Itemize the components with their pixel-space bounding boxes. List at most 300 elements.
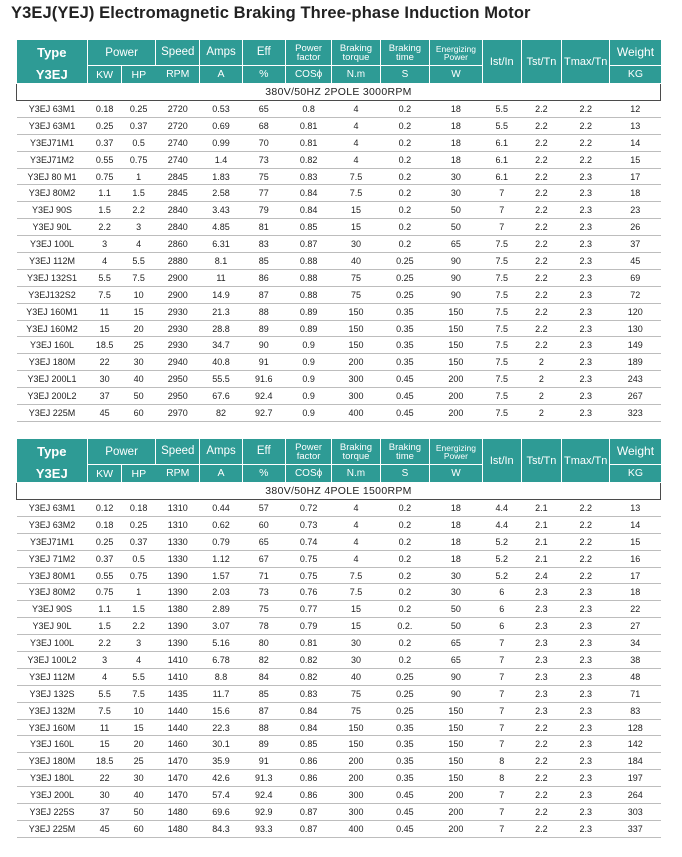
ist-in-cell: 5.5 — [482, 117, 521, 134]
amps-cell: 0.53 — [200, 101, 242, 118]
ist-in-cell: 6 — [482, 601, 521, 618]
speed-cell: 1390 — [156, 567, 200, 584]
amps-cell: 0.79 — [200, 533, 242, 550]
table-row — [17, 567, 661, 584]
eff-cell: 85 — [242, 253, 285, 270]
tmax-tn-cell: 2.3 — [562, 719, 610, 736]
bt-label-1: Braking — [339, 42, 373, 54]
table-row — [17, 533, 661, 550]
weight-cell: 337 — [610, 820, 661, 837]
braking-torque-cell: 150 — [332, 337, 380, 354]
ist-in-cell: 7 — [482, 719, 521, 736]
speed-cell: 1435 — [156, 685, 200, 702]
ist-header: Ist/In — [482, 40, 521, 84]
ist-in-cell: 7.5 — [482, 371, 521, 388]
ist-in-cell: 6 — [482, 584, 521, 601]
ist-in-cell: 7 — [482, 804, 521, 821]
hp-header: HP — [122, 66, 156, 84]
table-row — [17, 202, 661, 219]
ist-in-cell: 7.5 — [482, 303, 521, 320]
tmax-tn-cell: 2.3 — [562, 253, 610, 270]
power-kw-cell: 0.25 — [88, 533, 122, 550]
braking-time-cell: 0.45 — [380, 804, 429, 821]
amps-label: Amps — [206, 445, 236, 457]
tmax-tn-cell: 2.3 — [562, 185, 610, 202]
speed-cell: 2950 — [156, 388, 200, 405]
braking-time-cell: 0.2 — [380, 134, 429, 151]
power-kw-cell: 2.2 — [88, 219, 122, 236]
tst-tn-cell: 2.2 — [521, 736, 561, 753]
ist-in-cell: 7.5 — [482, 253, 521, 270]
power-kw-cell: 1.1 — [88, 601, 122, 618]
table-row — [17, 618, 661, 635]
power-hp-cell: 25 — [122, 753, 156, 770]
model-cell: Y3EJ 80 M1 — [17, 168, 88, 185]
energizing-power-cell: 30 — [430, 567, 483, 584]
bti-label-1: Braking — [388, 42, 422, 54]
tmax-tn-cell: 2.3 — [562, 202, 610, 219]
table-row — [17, 236, 661, 253]
amps-header — [200, 40, 242, 84]
model-cell: Y3EJ 132S — [17, 685, 88, 702]
table-row — [17, 668, 661, 685]
braking-time-cell: 0.35 — [380, 354, 429, 371]
table-row — [17, 500, 661, 517]
power-factor-cell: 0.88 — [285, 253, 331, 270]
table-row — [17, 635, 661, 652]
eff-cell: 73 — [242, 584, 285, 601]
amps-cell: 1.83 — [200, 168, 242, 185]
power-hp-cell: 20 — [122, 736, 156, 753]
energizing-power-cell: 150 — [430, 753, 483, 770]
energizing-power-cell: 200 — [430, 405, 483, 422]
hp-header: HP — [122, 465, 156, 483]
ist-in-cell: 5.2 — [482, 533, 521, 550]
speed-cell: 2845 — [156, 168, 200, 185]
tst-tn-cell: 2.2 — [521, 320, 561, 337]
speed-unit: RPM — [156, 65, 199, 83]
braking-torque-cell: 75 — [332, 286, 380, 303]
power-hp-cell: 40 — [122, 371, 156, 388]
power-hp-cell: 4 — [122, 236, 156, 253]
eff-cell: 89 — [242, 736, 285, 753]
power-factor-cell: 0.88 — [285, 286, 331, 303]
braking-torque-cell: 75 — [332, 269, 380, 286]
model-cell: Y3EJ 160L — [17, 736, 88, 753]
eff-cell: 79 — [242, 202, 285, 219]
speed-cell: 2930 — [156, 337, 200, 354]
tst-tn-cell: 2.2 — [521, 787, 561, 804]
braking-torque-cell: 150 — [332, 719, 380, 736]
braking-torque-cell: 75 — [332, 702, 380, 719]
tmax-tn-cell: 2.2 — [562, 500, 610, 517]
speed-cell: 1440 — [156, 719, 200, 736]
power-hp-cell: 7.5 — [122, 269, 156, 286]
braking-time-header — [380, 40, 429, 84]
braking-torque-cell: 4 — [332, 550, 380, 567]
model-cell: Y3EJ 180M — [17, 354, 88, 371]
power-kw-cell: 3 — [88, 236, 122, 253]
power-hp-cell: 0.5 — [122, 550, 156, 567]
eff-cell: 88 — [242, 719, 285, 736]
power-kw-cell: 18.5 — [88, 337, 122, 354]
model-cell: Y3EJ132S2 — [17, 286, 88, 303]
power-hp-cell: 60 — [122, 405, 156, 422]
table-row — [17, 601, 661, 618]
power-kw-cell: 5.5 — [88, 685, 122, 702]
weight-cell: 303 — [610, 804, 661, 821]
weight-cell: 26 — [610, 219, 661, 236]
weight-cell: 128 — [610, 719, 661, 736]
weight-cell: 142 — [610, 736, 661, 753]
model-cell: Y3EJ 63M1 — [17, 500, 88, 517]
eff-cell: 77 — [242, 185, 285, 202]
bti-unit: S — [381, 65, 429, 83]
energizing-power-cell: 200 — [430, 787, 483, 804]
power-factor-header — [285, 439, 331, 483]
speed-cell: 1310 — [156, 516, 200, 533]
section-row — [17, 84, 661, 101]
amps-cell: 21.3 — [200, 303, 242, 320]
power-factor-cell: 0.82 — [285, 652, 331, 669]
tmax-header: Tmax/Tn — [562, 439, 610, 483]
tst-tn-cell: 2.1 — [521, 533, 561, 550]
energizing-power-cell: 18 — [430, 533, 483, 550]
eff-label: Eff — [256, 46, 271, 58]
power-kw-cell: 0.25 — [88, 117, 122, 134]
power-factor-cell: 0.85 — [285, 736, 331, 753]
table-row — [17, 117, 661, 134]
power-factor-cell: 0.83 — [285, 168, 331, 185]
tmax-tn-cell: 2.3 — [562, 584, 610, 601]
table-row — [17, 371, 661, 388]
tst-header: Tst/Tn — [521, 439, 561, 483]
tst-tn-cell: 2.2 — [521, 236, 561, 253]
ist-in-cell: 5.2 — [482, 550, 521, 567]
weight-cell: 13 — [610, 117, 661, 134]
power-factor-cell: 0.73 — [285, 516, 331, 533]
eff-cell: 81 — [242, 219, 285, 236]
model-cell: Y3EJ71M1 — [17, 533, 88, 550]
weight-cell: 18 — [610, 185, 661, 202]
model-cell: Y3EJ 180M — [17, 753, 88, 770]
tmax-tn-cell: 2.3 — [562, 286, 610, 303]
power-hp-cell: 3 — [122, 635, 156, 652]
table-row — [17, 787, 661, 804]
energizing-power-cell: 150 — [430, 736, 483, 753]
power-hp-cell: 0.18 — [122, 500, 156, 517]
model-header: Y3EJ — [17, 465, 88, 483]
tst-tn-cell: 2.2 — [521, 117, 561, 134]
eff-cell: 92.7 — [242, 405, 285, 422]
table-row — [17, 550, 661, 567]
braking-time-cell: 0.2 — [380, 151, 429, 168]
speed-label: Speed — [161, 445, 195, 457]
braking-time-cell: 0.45 — [380, 388, 429, 405]
model-cell: Y3EJ 180L — [17, 770, 88, 787]
tmax-tn-cell: 2.3 — [562, 804, 610, 821]
power-hp-cell: 15 — [122, 719, 156, 736]
eff-cell: 92.4 — [242, 787, 285, 804]
model-cell: Y3EJ 160L — [17, 337, 88, 354]
tst-tn-cell: 2.2 — [521, 303, 561, 320]
model-cell: Y3EJ71M1 — [17, 134, 88, 151]
braking-torque-cell: 400 — [332, 820, 380, 837]
power-factor-cell: 0.84 — [285, 719, 331, 736]
table-row — [17, 652, 661, 669]
power-kw-cell: 4 — [88, 253, 122, 270]
ist-in-cell: 7.5 — [482, 236, 521, 253]
eff-cell: 65 — [242, 101, 285, 118]
braking-time-cell: 0.2. — [380, 618, 429, 635]
energizing-power-cell: 90 — [430, 685, 483, 702]
tst-tn-cell: 2.2 — [521, 770, 561, 787]
amps-cell: 6.78 — [200, 652, 242, 669]
table-row — [17, 804, 661, 821]
energizing-power-cell: 150 — [430, 303, 483, 320]
model-cell: Y3EJ 80M1 — [17, 567, 88, 584]
model-cell: Y3EJ 71M2 — [17, 550, 88, 567]
braking-torque-cell: 4 — [332, 533, 380, 550]
power-kw-cell: 11 — [88, 303, 122, 320]
model-cell: Y3EJ 63M1 — [17, 117, 88, 134]
model-cell: Y3EJ 200L2 — [17, 388, 88, 405]
energizing-power-cell: 18 — [430, 101, 483, 118]
power-factor-cell: 0.79 — [285, 618, 331, 635]
page-title: Y3EJ(YEJ) Electromagnetic Braking Three-phase Induction Motor — [11, 4, 531, 22]
power-factor-cell: 0.75 — [285, 550, 331, 567]
eff-unit: % — [243, 464, 285, 482]
weight-cell: 14 — [610, 516, 661, 533]
ep-label-2: Power — [443, 450, 468, 461]
tmax-tn-cell: 2.3 — [562, 388, 610, 405]
weight-cell: 83 — [610, 702, 661, 719]
weight-unit: KG — [610, 464, 660, 482]
eff-cell: 57 — [242, 500, 285, 517]
tmax-tn-cell: 2.3 — [562, 405, 610, 422]
amps-cell: 28.8 — [200, 320, 242, 337]
energizing-power-cell: 30 — [430, 584, 483, 601]
power-hp-cell: 10 — [122, 702, 156, 719]
tst-tn-cell: 2.2 — [521, 286, 561, 303]
ist-in-cell: 6.1 — [482, 134, 521, 151]
power-hp-cell: 7.5 — [122, 685, 156, 702]
weight-cell: 13 — [610, 500, 661, 517]
model-cell: Y3EJ 63M2 — [17, 516, 88, 533]
amps-cell: 1.12 — [200, 550, 242, 567]
weight-cell: 14 — [610, 134, 661, 151]
ep-label-1: Energizing — [435, 442, 476, 453]
eff-cell: 91.6 — [242, 371, 285, 388]
power-kw-cell: 30 — [88, 371, 122, 388]
braking-time-header — [380, 439, 429, 483]
weight-cell: 15 — [610, 533, 661, 550]
speed-cell: 1470 — [156, 787, 200, 804]
weight-cell: 72 — [610, 286, 661, 303]
braking-torque-cell: 300 — [332, 388, 380, 405]
amps-cell: 40.8 — [200, 354, 242, 371]
weight-cell: 69 — [610, 269, 661, 286]
ist-in-cell: 7 — [482, 685, 521, 702]
speed-label: Speed — [161, 46, 195, 58]
braking-time-cell: 0.2 — [380, 584, 429, 601]
amps-cell: 8.8 — [200, 668, 242, 685]
power-factor-cell: 0.75 — [285, 567, 331, 584]
tmax-tn-cell: 2.2 — [562, 516, 610, 533]
energizing-power-header — [430, 40, 483, 84]
tmax-tn-cell: 2.2 — [562, 550, 610, 567]
speed-cell: 2930 — [156, 303, 200, 320]
ist-in-cell: 7 — [482, 219, 521, 236]
speed-cell: 1390 — [156, 618, 200, 635]
eff-cell: 75 — [242, 601, 285, 618]
bt-unit: N.m — [332, 464, 379, 482]
ist-in-cell: 7 — [482, 702, 521, 719]
braking-time-cell: 0.2 — [380, 101, 429, 118]
weight-cell: 17 — [610, 168, 661, 185]
power-factor-cell: 0.81 — [285, 134, 331, 151]
energizing-power-cell: 50 — [430, 202, 483, 219]
braking-torque-cell: 7.5 — [332, 185, 380, 202]
weight-label: Weight — [616, 45, 655, 59]
power-hp-cell: 60 — [122, 820, 156, 837]
tmax-tn-cell: 2.3 — [562, 736, 610, 753]
table-row — [17, 168, 661, 185]
ist-in-cell: 7 — [482, 668, 521, 685]
power-factor-cell: 0.9 — [285, 371, 331, 388]
tst-tn-cell: 2.2 — [521, 337, 561, 354]
power-kw-cell: 3 — [88, 652, 122, 669]
braking-time-cell: 0.25 — [380, 702, 429, 719]
tst-tn-cell: 2.3 — [521, 635, 561, 652]
power-factor-cell: 0.89 — [285, 320, 331, 337]
tst-tn-cell: 2.2 — [521, 168, 561, 185]
braking-torque-cell: 300 — [332, 787, 380, 804]
braking-time-cell: 0.45 — [380, 371, 429, 388]
braking-time-cell: 0.35 — [380, 736, 429, 753]
amps-cell: 11.7 — [200, 685, 242, 702]
table-row — [17, 719, 661, 736]
eff-unit: % — [243, 65, 285, 83]
braking-torque-cell: 40 — [332, 253, 380, 270]
tmax-tn-cell: 2.3 — [562, 219, 610, 236]
power-hp-cell: 25 — [122, 337, 156, 354]
braking-torque-cell: 400 — [332, 405, 380, 422]
speed-cell: 1330 — [156, 550, 200, 567]
eff-cell: 78 — [242, 618, 285, 635]
tmax-tn-cell: 2.3 — [562, 371, 610, 388]
power-factor-cell: 0.86 — [285, 787, 331, 804]
speed-cell: 2940 — [156, 354, 200, 371]
speed-header — [156, 439, 200, 483]
weight-cell: 23 — [610, 202, 661, 219]
weight-cell: 45 — [610, 253, 661, 270]
model-cell: Y3EJ 112M — [17, 668, 88, 685]
bt-unit: N.m — [332, 65, 379, 83]
tmax-tn-cell: 2.2 — [562, 533, 610, 550]
table-row — [17, 736, 661, 753]
tst-header: Tst/Tn — [521, 40, 561, 84]
braking-torque-header — [332, 40, 380, 84]
amps-cell: 15.6 — [200, 702, 242, 719]
weight-cell: 184 — [610, 753, 661, 770]
ist-in-cell: 6.1 — [482, 168, 521, 185]
weight-header — [610, 40, 661, 84]
tst-tn-cell: 2.3 — [521, 584, 561, 601]
ist-in-cell: 7 — [482, 185, 521, 202]
tst-tn-cell: 2.2 — [521, 820, 561, 837]
eff-label: Eff — [256, 445, 271, 457]
speed-cell: 1470 — [156, 770, 200, 787]
power-hp-cell: 4 — [122, 652, 156, 669]
model-cell: Y3EJ 160M1 — [17, 303, 88, 320]
braking-time-cell: 0.2 — [380, 516, 429, 533]
ist-in-cell: 7.5 — [482, 354, 521, 371]
power-kw-cell: 0.12 — [88, 500, 122, 517]
amps-cell: 4.85 — [200, 219, 242, 236]
model-cell: Y3EJ 132S1 — [17, 269, 88, 286]
ist-in-cell: 7 — [482, 787, 521, 804]
pf-label-1: Power — [295, 42, 323, 54]
tmax-tn-cell: 2.3 — [562, 320, 610, 337]
energizing-power-cell: 90 — [430, 668, 483, 685]
ist-in-cell: 5.2 — [482, 567, 521, 584]
braking-time-cell: 0.2 — [380, 185, 429, 202]
energizing-power-cell: 65 — [430, 236, 483, 253]
weight-unit: KG — [610, 65, 660, 83]
spec-table-4pole — [16, 439, 661, 838]
ist-in-cell: 7 — [482, 635, 521, 652]
braking-torque-cell: 4 — [332, 516, 380, 533]
tst-tn-cell: 2.3 — [521, 702, 561, 719]
braking-torque-cell: 4 — [332, 117, 380, 134]
ist-in-cell: 8 — [482, 753, 521, 770]
tst-tn-cell: 2.2 — [521, 134, 561, 151]
power-kw-cell: 15 — [88, 736, 122, 753]
power-hp-cell: 0.25 — [122, 101, 156, 118]
energizing-power-cell: 18 — [430, 550, 483, 567]
ist-header: Ist/In — [482, 439, 521, 483]
power-hp-cell: 2.2 — [122, 202, 156, 219]
power-hp-cell: 0.37 — [122, 117, 156, 134]
energizing-power-cell: 50 — [430, 618, 483, 635]
braking-torque-cell: 4 — [332, 151, 380, 168]
model-cell: Y3EJ 80M2 — [17, 584, 88, 601]
amps-cell: 1.4 — [200, 151, 242, 168]
power-factor-cell: 0.8 — [285, 101, 331, 118]
power-factor-cell: 0.89 — [285, 303, 331, 320]
power-factor-cell: 0.74 — [285, 533, 331, 550]
energizing-power-header — [430, 439, 483, 483]
weight-cell: 34 — [610, 635, 661, 652]
braking-torque-cell: 300 — [332, 804, 380, 821]
ist-in-cell: 7.5 — [482, 388, 521, 405]
eff-cell: 70 — [242, 134, 285, 151]
braking-torque-cell: 300 — [332, 371, 380, 388]
amps-cell: 0.69 — [200, 117, 242, 134]
table-row — [17, 753, 661, 770]
braking-time-cell: 0.2 — [380, 652, 429, 669]
braking-torque-cell: 30 — [332, 652, 380, 669]
energizing-power-cell: 150 — [430, 337, 483, 354]
speed-cell: 2840 — [156, 202, 200, 219]
tst-tn-cell: 2.4 — [521, 567, 561, 584]
speed-unit: RPM — [156, 464, 199, 482]
speed-cell: 1480 — [156, 820, 200, 837]
amps-cell: 2.58 — [200, 185, 242, 202]
power-hp-cell: 0.5 — [122, 134, 156, 151]
tst-tn-cell: 2 — [521, 405, 561, 422]
